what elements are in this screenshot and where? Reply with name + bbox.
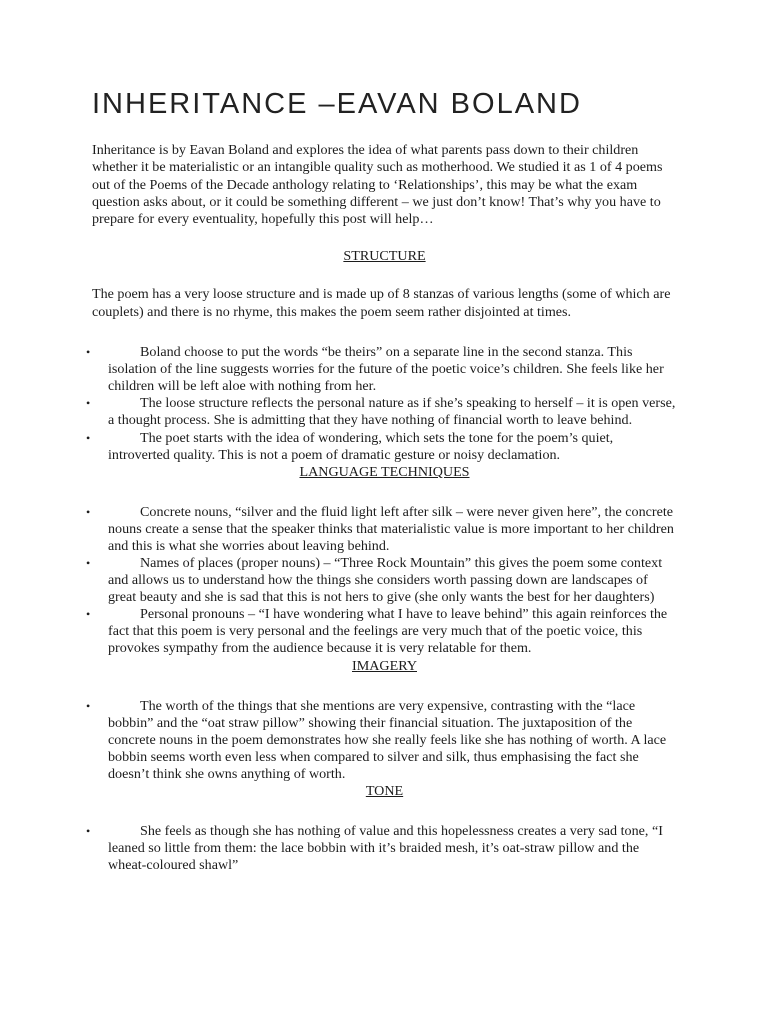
list-item: [86, 503, 677, 555]
bullet-icon: •: [86, 396, 91, 411]
structure-paragraph: The poem has a very loose structure and is made up of 8 stanzas of various lengths (some of which are couplets) and there is no rhyme, this makes the poem seem rather disjointed at times.: [92, 286, 671, 320]
imagery-bullet-list: [86, 697, 677, 783]
list-item: [86, 429, 677, 464]
list-item: [86, 555, 677, 606]
list-item-text: The poet starts with the idea of wondering, which sets the tone for the poem’s quiet, introverted quality. This is not a poem of dramatic gesture or noisy declamation.: [108, 429, 614, 463]
bullet-icon: •: [86, 607, 91, 622]
document-page: [86, 86, 677, 874]
list-item: [86, 606, 677, 657]
list-item-text: Boland choose to put the words “be theirs” on a separate line in the second stanza. This isolation of the line suggests worries for the future of the poetic voice’s children. She feels like her children will be left aloe with nothing from her.: [108, 344, 664, 395]
bullet-icon: •: [86, 430, 91, 445]
bullet-icon: •: [86, 698, 91, 713]
bullet-icon: •: [86, 556, 91, 571]
section-heading-structure: STRUCTURE: [343, 248, 426, 265]
section-heading-imagery: IMAGERY: [352, 657, 417, 674]
section-heading-language: LANGUAGE TECHNIQUES: [299, 463, 470, 480]
language-bullet-list: [86, 503, 677, 658]
structure-bullet-list: [86, 344, 677, 464]
list-item-text: Concrete nouns, “silver and the fluid light left after silk – were never given here”, the concrete nouns create a sense that the speaker thinks that materialistic value is more important to her children and this is what she worries about leaving behind.: [108, 503, 674, 554]
list-item-text: Names of places (proper nouns) – “Three Rock Mountain” this gives the poem some context and allows us to understand how the things she considers worth passing down are landscapes of great beauty and she is sad that this is not hers to give (she only wants the best for her daughters): [108, 555, 663, 606]
bullet-icon: •: [86, 345, 91, 360]
bullet-icon: •: [86, 824, 91, 839]
list-item-text: The worth of the things that she mentions are very expensive, contrasting with the “lace bobbin” and the “oat straw pillow” showing their financial situation. The juxtaposition of the concrete nouns in the poem demonstrates how she really feels like she has nothing of worth. A lace bobbin seems worth even less when compared to silver and silk, thus emphasising the fact she doesn’t think she owns anything of worth.: [108, 697, 667, 782]
tone-bullet-list: [86, 823, 677, 874]
list-item-text: The loose structure reflects the personal nature as if she’s speaking to herself – it is open verse, a thought process. She is admitting that they have nothing of financial worth to leave behind.: [108, 395, 676, 429]
page-title: INHERITANCE –EAVAN BOLAND: [92, 88, 582, 120]
list-item: [86, 823, 677, 874]
list-item-text: Personal pronouns – “I have wondering what I have to leave behind” this again reinforces the fact that this poem is very personal and the feelings are very much that of the poetic voice, this provokes sympathy from the audience because it is very relatable for them.: [108, 606, 668, 657]
list-item-text: She feels as though she has nothing of value and this hopelessness creates a very sad tone, “I leaned so little from them: the lace bobbin with it’s braided mesh, it’s oat-straw pillow and the wheat-coloured shawl”: [108, 823, 663, 874]
bullet-icon: •: [86, 504, 91, 519]
intro-paragraph: Inheritance is by Eavan Boland and explores the idea of what parents pass down to their children whether it be materialistic or an intangible quality such as motherhood. We studied it as 1 of 4 poems out of the Poems of the Decade anthology relating to ‘Relationships’, this may be what the exam question asks about, or it could be something different – we just don’t know! That’s why you have to prepare for every eventuality, hopefully this post will help…: [92, 142, 663, 228]
list-item: [86, 344, 677, 395]
list-item: [86, 697, 677, 783]
list-item: [86, 395, 677, 429]
section-heading-tone: TONE: [365, 783, 404, 800]
